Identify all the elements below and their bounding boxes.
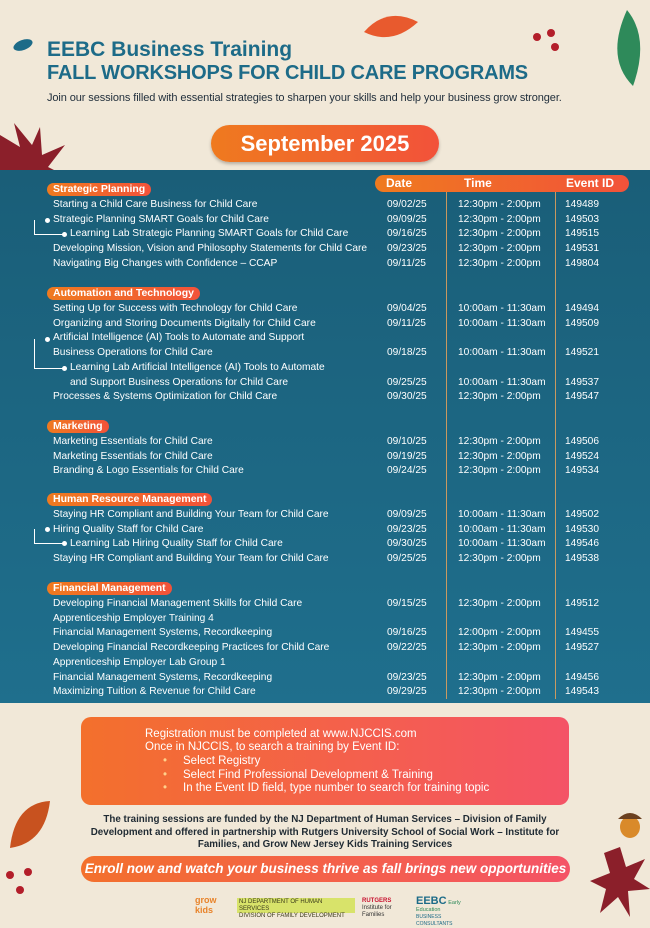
table-row — [0, 226, 650, 241]
workshop-time: 12:30pm - 2:00pm — [458, 436, 541, 447]
connector — [34, 529, 65, 544]
workshop-title: Business Operations for Child Care — [53, 347, 213, 359]
header — [47, 38, 627, 104]
workshop-event-id: 149546 — [565, 538, 599, 550]
workshop-title: Financial Management Systems, Recordkeeping — [53, 671, 273, 683]
workshop-title: Financial Management Systems, Recordkeeping — [53, 627, 273, 639]
eebc-logo — [416, 895, 476, 927]
leaf-icon — [12, 38, 34, 52]
workshop-title: Apprenticeship Employer Lab Group 1 — [53, 656, 226, 668]
connector-dot — [45, 218, 50, 223]
workshop-event-id: 149804 — [565, 257, 599, 269]
workshop-date: 09/30/25 — [387, 538, 427, 550]
table-row — [0, 655, 650, 670]
rutgers-logo — [362, 898, 410, 918]
page-title: EEBC Business Training — [47, 38, 293, 61]
registration-step: • Select Registry — [163, 755, 489, 769]
workshop-title: Developing Financial Management Skills for Child Care — [53, 598, 303, 609]
month-banner: September 2025 — [211, 125, 439, 162]
workshop-time: 10:00am - 11:30am — [458, 509, 546, 520]
eebc-logo-line: BUSINESS CONSULTANTS — [416, 914, 453, 927]
workshop-title: Developing Financial Recordkeeping Practices for Child Care — [53, 642, 330, 654]
registration-instructions: Once in NJCCIS, to search a training by Event ID: — [145, 741, 400, 753]
registration-step: • In the Event ID field, type number to search for training topic — [163, 782, 489, 796]
workshop-title: Marketing Essentials for Child Care — [53, 450, 213, 462]
table-row — [0, 389, 650, 404]
workshop-title: Developing Mission, Vision and Philosophy Statements for Child Care — [53, 243, 368, 255]
workshop-event-id: 149547 — [565, 391, 599, 403]
registration-url-text: Registration must be completed at www.NJCCIS.com — [145, 728, 417, 740]
workshop-title: Artificial Intelligence (AI) Tools to Automate and Support — [53, 332, 305, 344]
workshop-title: Maximizing Tuition & Revenue for Child Care — [53, 686, 256, 698]
grow-kids-logo: grow kids — [195, 895, 217, 915]
dfd-logo-line: NJ DEPARTMENT OF HUMAN SERVICES — [239, 899, 323, 912]
workshop-date: 09/29/25 — [387, 686, 427, 698]
workshop-event-id: 149515 — [565, 228, 599, 240]
section-heading: Automation and Technology — [47, 287, 200, 300]
rutgers-logo-line: RUTGERS — [362, 898, 392, 904]
table-row — [0, 507, 650, 522]
workshop-event-id: 149537 — [565, 376, 599, 388]
column-date: Date — [386, 176, 413, 190]
workshop-time: 12:30pm - 2:00pm — [458, 243, 541, 255]
workshop-time: 12:30pm - 2:00pm — [458, 450, 541, 462]
table-row — [0, 197, 650, 212]
workshop-time: 12:30pm - 2:00pm — [458, 199, 541, 210]
workshop-title: Navigating Big Changes with Confidence – CCAP — [53, 257, 278, 269]
table-row — [0, 241, 650, 256]
table-row — [0, 212, 650, 227]
table-row — [0, 670, 650, 685]
workshop-title: Learning Lab Artificial Intelligence (AI) Tools to Automate — [70, 361, 325, 373]
table-row — [0, 522, 650, 537]
section-heading: Financial Management — [47, 582, 172, 595]
workshop-date: 09/15/25 — [387, 598, 427, 609]
workshop-title: Hiring Quality Staff for Child Care — [53, 523, 204, 535]
workshop-date: 09/16/25 — [387, 627, 427, 639]
table-row — [0, 551, 650, 566]
workshop-event-id: 149538 — [565, 553, 599, 565]
workshop-title: and Support Business Operations for Child Care — [70, 376, 289, 388]
workshop-event-id: 149503 — [565, 213, 599, 225]
enroll-banner: Enroll now and watch your business thrive as fall brings new opportunities — [81, 856, 570, 882]
workshop-date: 09/18/25 — [387, 347, 427, 359]
connector-dot — [45, 527, 50, 532]
workshop-time: 12:30pm - 2:00pm — [458, 465, 541, 477]
table-row — [0, 256, 650, 271]
workshop-date: 09/09/25 — [387, 213, 427, 225]
workshop-date: 09/11/25 — [387, 317, 426, 329]
acorn-icon — [615, 805, 645, 840]
dfd-logo-line: DIVISION OF FAMILY DEVELOPMENT — [239, 913, 345, 919]
section-heading: Human Resource Management — [47, 493, 212, 506]
table-row — [0, 434, 650, 449]
workshop-title: Starting a Child Care Business for Child Care — [53, 199, 258, 210]
workshop-event-id: 149494 — [565, 303, 599, 314]
workshop-time: 10:00am - 11:30am — [458, 303, 546, 314]
workshop-event-id: 149524 — [565, 450, 599, 462]
workshop-title: Marketing Essentials for Child Care — [53, 436, 213, 447]
table-row — [0, 611, 650, 626]
workshop-event-id: 149534 — [565, 465, 599, 477]
workshop-event-id: 149502 — [565, 509, 599, 520]
eebc-logo-mark: EEBC — [416, 895, 447, 907]
workshop-time: 12:30pm - 2:00pm — [458, 686, 541, 698]
table-row — [0, 360, 650, 375]
workshop-time: 10:00am - 11:30am — [458, 523, 546, 535]
table-row — [0, 640, 650, 655]
eebc-logo-line: Early Education — [416, 900, 461, 913]
funding-statement: The training sessions are funded by the NJ Department of Human Services – Division of Family Development and offered in partnership with Rutgers University School of Social Work – Institute for Families, and Grow New Jersey Kids Training Services — [90, 814, 560, 850]
workshop-date: 09/04/25 — [387, 303, 427, 314]
workshop-date: 09/19/25 — [387, 450, 427, 462]
workshop-title: Apprenticeship Employer Training 4 — [53, 612, 214, 624]
workshop-event-id: 149543 — [565, 686, 599, 698]
workshop-time: 12:00pm - 2:00pm — [458, 627, 541, 639]
workshop-date: 09/23/25 — [387, 523, 427, 535]
workshop-title: Branding & Logo Essentials for Child Care — [53, 465, 244, 477]
workshop-event-id: 149455 — [565, 627, 599, 639]
workshop-event-id: 149509 — [565, 317, 599, 329]
workshop-title: Learning Lab Strategic Planning SMART Goals for Child Care — [70, 228, 349, 240]
table-row — [0, 330, 650, 345]
table-row — [0, 463, 650, 478]
table-row — [0, 684, 650, 699]
leaf-icon — [5, 798, 55, 853]
workshop-title: Learning Lab Hiring Quality Staff for Child Care — [70, 538, 283, 550]
workshop-event-id: 149456 — [565, 671, 599, 683]
workshop-date: 09/24/25 — [387, 465, 427, 477]
workshop-date: 09/25/25 — [387, 553, 427, 565]
registration-step: • Select Find Professional Development & Training — [163, 769, 489, 783]
table-row — [0, 596, 650, 611]
workshop-title: Staying HR Compliant and Building Your Team for Child Care — [53, 509, 329, 520]
workshop-title: Strategic Planning SMART Goals for Child Care — [53, 213, 269, 225]
workshop-event-id: 149530 — [565, 523, 599, 535]
workshop-time: 10:00am - 11:30am — [458, 317, 546, 329]
workshop-date: 09/02/25 — [387, 199, 427, 210]
workshop-date: 09/09/25 — [387, 509, 427, 520]
workshop-date: 09/10/25 — [387, 436, 427, 447]
workshop-event-id: 149506 — [565, 436, 599, 447]
connector-dot — [62, 541, 67, 546]
registration-steps — [145, 755, 489, 796]
workshop-date: 09/30/25 — [387, 391, 427, 403]
workshop-date: 09/23/25 — [387, 243, 427, 255]
workshop-time: 12:30pm - 2:00pm — [458, 553, 541, 565]
table-row — [0, 345, 650, 360]
connector-dot — [62, 366, 67, 371]
workshop-event-id: 149521 — [565, 347, 599, 359]
intro-text: Join our sessions filled with essential strategies to sharpen your skills and help your business grow stronger. — [47, 92, 562, 104]
workshop-title: Staying HR Compliant and Building Your Team for Child Care — [53, 553, 329, 565]
registration-box — [81, 717, 569, 805]
workshop-date: 09/23/25 — [387, 671, 427, 683]
workshop-event-id: 149489 — [565, 199, 599, 210]
workshop-time: 12:30pm - 2:00pm — [458, 671, 541, 683]
column-event-id: Event ID — [566, 176, 615, 190]
workshop-time: 12:30pm - 2:00pm — [458, 598, 541, 609]
workshop-event-id: 149527 — [565, 642, 599, 654]
maple-leaf-icon — [590, 845, 650, 919]
workshop-title: Setting Up for Success with Technology for Child Care — [53, 303, 298, 314]
workshop-time: 12:30pm - 2:00pm — [458, 257, 541, 269]
workshop-date: 09/25/25 — [387, 376, 427, 388]
connector — [34, 220, 65, 235]
workshop-time: 12:30pm - 2:00pm — [458, 228, 541, 240]
table-row — [0, 449, 650, 464]
workshop-time: 12:30pm - 2:00pm — [458, 391, 541, 403]
leaf-icon — [362, 12, 420, 40]
workshop-event-id: 149512 — [565, 598, 599, 609]
page-subtitle: FALL WORKSHOPS FOR CHILD CARE PROGRAMS — [47, 62, 528, 84]
rutgers-logo-line: Institute for Families — [362, 905, 392, 918]
section-heading: Strategic Planning — [47, 183, 151, 196]
workshop-date: 09/11/25 — [387, 257, 426, 269]
workshop-event-id: 149531 — [565, 243, 599, 255]
table-row — [0, 301, 650, 316]
workshop-time: 10:00am - 11:30am — [458, 347, 546, 359]
berries-icon — [0, 860, 40, 910]
workshop-time: 12:30pm - 2:00pm — [458, 213, 541, 225]
table-row — [0, 316, 650, 331]
workshop-date: 09/16/25 — [387, 228, 427, 240]
column-time: Time — [464, 176, 492, 190]
workshop-date: 09/22/25 — [387, 642, 427, 654]
workshop-time: 12:30pm - 2:00pm — [458, 642, 541, 654]
connector-dot — [45, 337, 50, 342]
workshop-time: 10:00am - 11:30am — [458, 538, 546, 550]
section-heading: Marketing — [47, 420, 109, 433]
workshop-time: 10:00am - 11:30am — [458, 376, 546, 388]
table-row — [0, 375, 650, 390]
workshop-title: Organizing and Storing Documents Digitally for Child Care — [53, 317, 316, 329]
table-row — [0, 625, 650, 640]
connector — [34, 339, 65, 369]
dfd-logo — [237, 898, 355, 919]
table-row — [0, 536, 650, 551]
connector-dot — [62, 232, 67, 237]
workshop-title: Processes & Systems Optimization for Child Care — [53, 391, 278, 403]
